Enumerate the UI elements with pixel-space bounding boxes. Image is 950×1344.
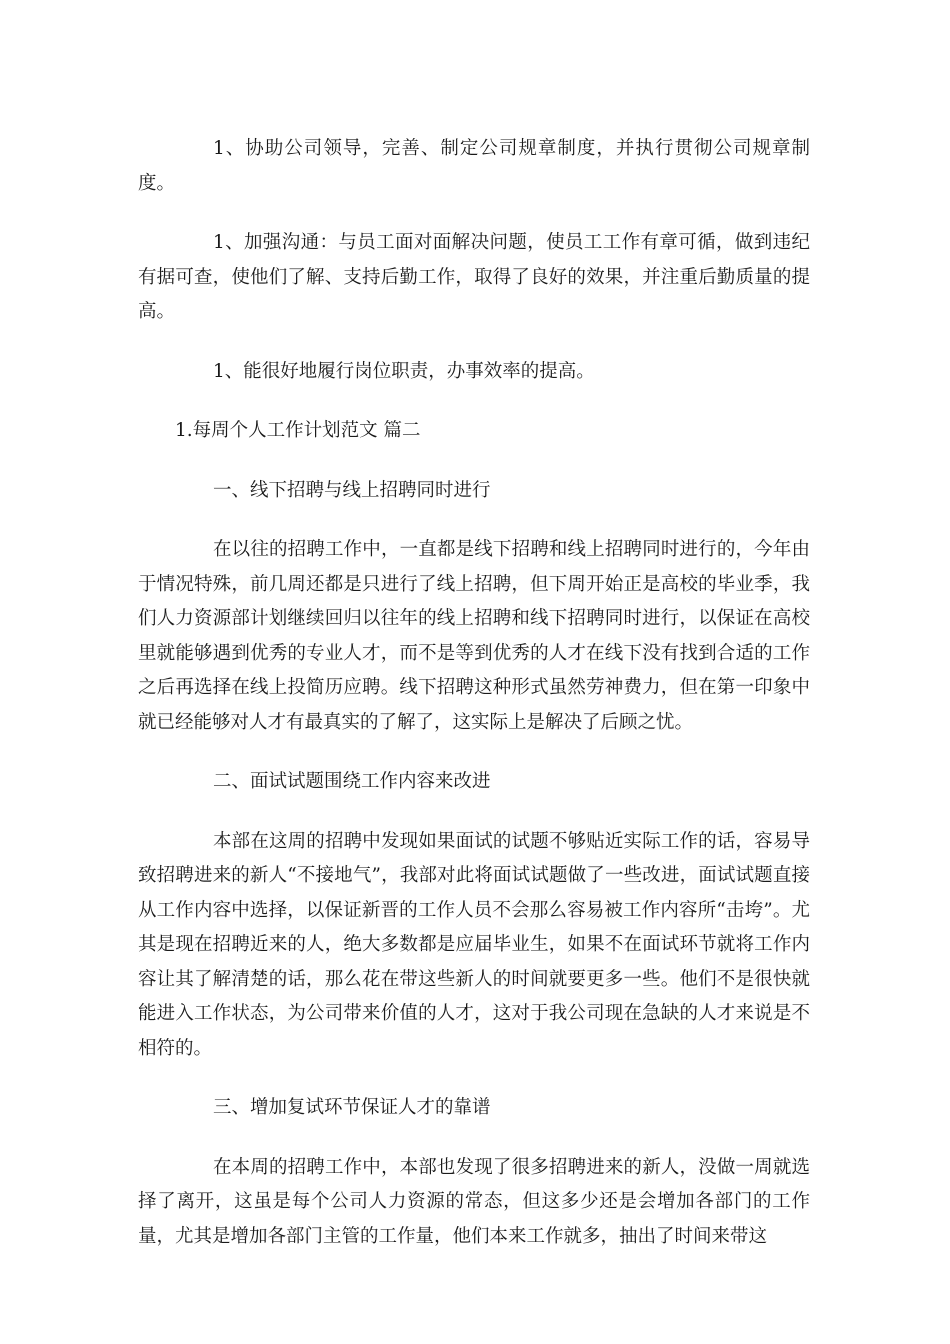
paragraph-communication: 1、加强沟通：与员工面对面解决问题，使员工工作有章可循，做到违纪有据可查，使他们了解、支持后勤工作，取得了良好的效果，并注重后勤质量的提高。 xyxy=(138,232,810,322)
paragraph-rules: 1、协助公司领导，完善、制定公司规章制度，并执行贯彻公司规章制度。 xyxy=(138,138,810,194)
section2-heading: 二、面试试题围绕工作内容来改进 xyxy=(213,771,491,792)
paragraph-duties: 1、能很好地履行岗位职责，办事效率的提高。 xyxy=(213,360,595,382)
section1-body: 在以往的招聘工作中，一直都是线下招聘和线上招聘同时进行的，今年由于情况特殊，前几周还都是只进行了线上招聘，但下周开始正是高校的毕业季，我们人力资源部计划继续回归以往年的线上招聘和线下招聘同时进行，以保证在高校里就能够遇到优秀的专业人才，而不是等到优秀的人才在线下没有找到合适的工作之后再选择在线上投简历应聘。线下招聘这种形式虽然劳神费力，但在第一印象中就已经能够对人才有最真实的了解了，这实际上是解决了后顾之忧。 xyxy=(138,539,810,733)
section3-heading: 三、增加复试环节保证人才的靠谱 xyxy=(213,1097,491,1118)
section3-body: 在本周的招聘工作中，本部也发现了很多招聘进来的新人，没做一周就选择了离开，这虽是每个公司人力资源的常态，但这多少还是会增加各部门的工作量，尤其是增加各部门主管的工作量，他们本来工作就多，抽出了时间来带这 xyxy=(138,1156,810,1247)
section-title: 1.每周个人工作计划范文 篇二 xyxy=(175,420,421,441)
document-body xyxy=(138,132,810,1279)
section2-body: 本部在这周的招聘中发现如果面试的试题不够贴近实际工作的话，容易导致招聘进来的新人“不接地气”，我部对此将面试试题做了一些改进，面试试题直接从工作内容中选择，以保证新晋的工作人员不会那么容易被工作内容所“击垮”。尤其是现在招聘近来的人，绝大多数都是应届毕业生，如果不在面试环节就将工作内容让其了解清楚的话，那么花在带这些新人的时间就要更多一些。他们不是很快就能进入工作状态，为公司带来价值的人才，这对于我公司现在急缺的人才来说是不相符的。 xyxy=(138,830,810,1059)
section1-heading: 一、线下招聘与线上招聘同时进行 xyxy=(213,479,491,501)
